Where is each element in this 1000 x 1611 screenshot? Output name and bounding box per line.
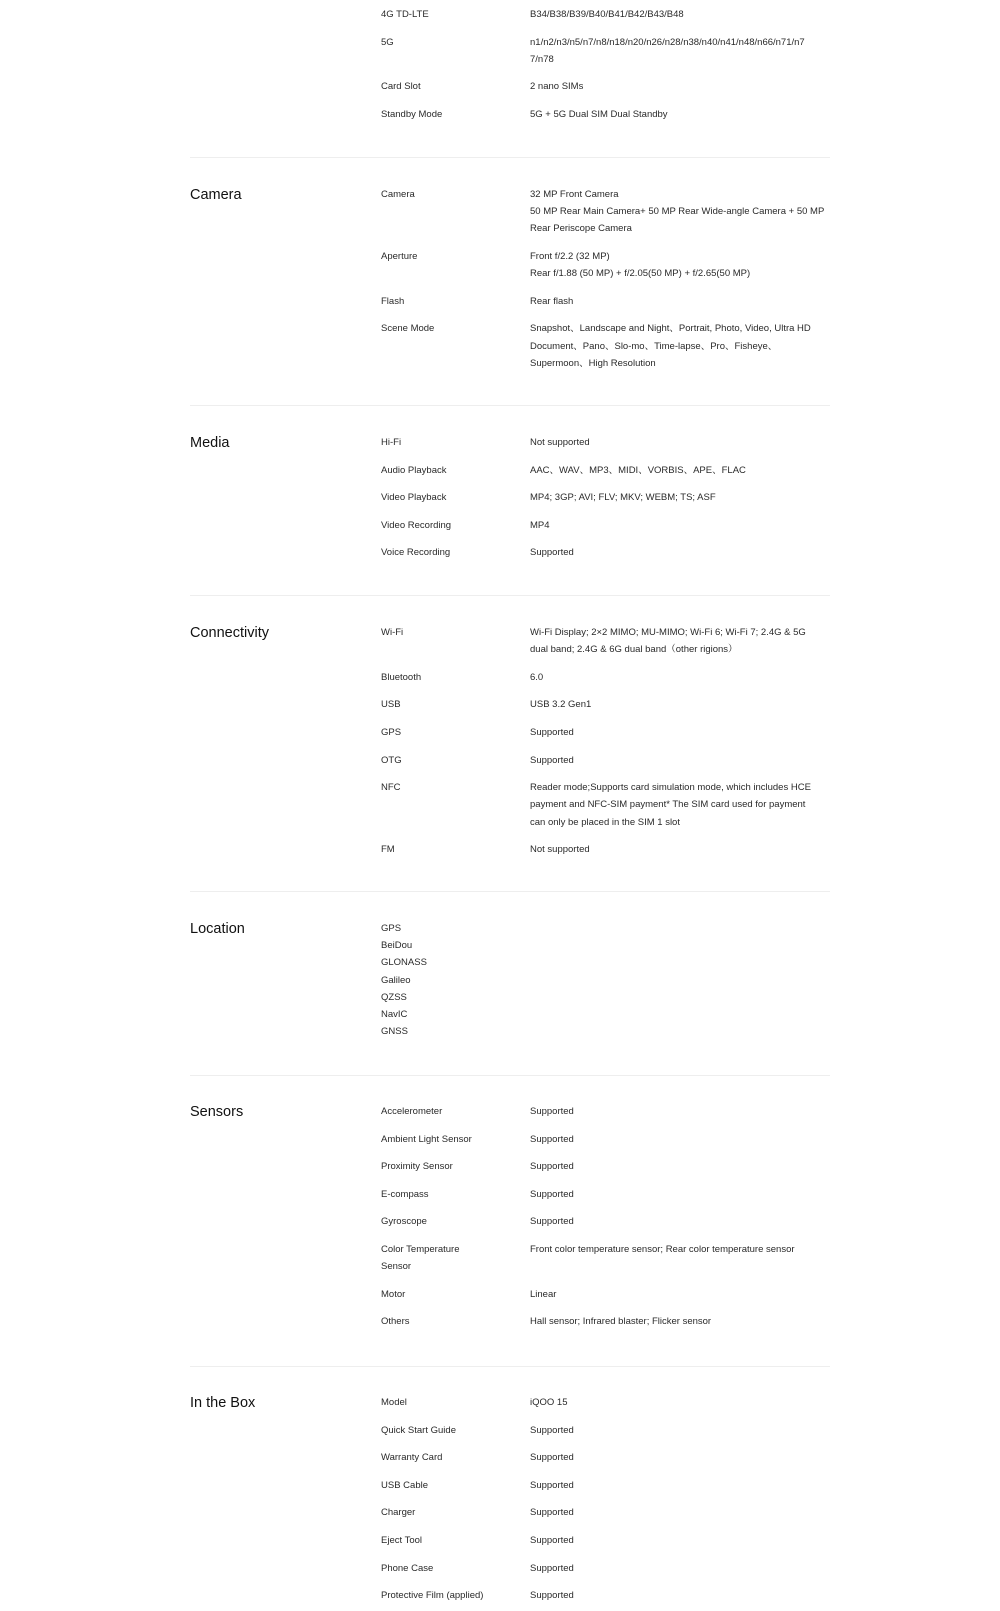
camera-rows: [381, 186, 831, 372]
spec-row: [381, 6, 831, 23]
spec-label: OTG: [381, 754, 402, 766]
spec-row: [381, 517, 831, 534]
spec-label: Eject Tool: [381, 1534, 423, 1546]
list-item: Galileo: [381, 974, 411, 986]
spec-value: 2 nano SIMs: [530, 81, 584, 93]
spec-label: FM: [381, 844, 395, 856]
spec-value: Supported: [530, 1106, 574, 1117]
spec-label: Aperture: [381, 251, 418, 262]
network-rows: [381, 6, 831, 123]
spec-row: [381, 752, 831, 769]
spec-label: Card Slot: [381, 81, 421, 93]
spec-value: Supported: [530, 1424, 574, 1436]
spec-value: Linear: [530, 1288, 557, 1300]
spec-value: Front color temperature sensor; Rear color temperature sensor: [530, 1243, 795, 1255]
section-divider: [190, 1075, 830, 1076]
spec-value: 32 MP Front Camera 50 MP Rear Main Camera+ 50 MP Rear Wide-angle Camera + 50 MP Rear Periscope Camera: [530, 189, 825, 235]
spec-row: [381, 1532, 831, 1549]
spec-value: Wi-Fi Display; 2×2 MIMO; MU-MIMO; Wi-Fi 6; Wi-Fi 7; 2.4G & 5G dual band; 2.4G & 6G dual band（other rigions）: [530, 627, 806, 656]
spec-value: Supported: [530, 1479, 574, 1491]
spec-label: Hi-Fi: [381, 437, 402, 448]
spec-label: USB Cable: [381, 1479, 428, 1491]
spec-value: Supported: [530, 726, 574, 738]
spec-value: Supported: [530, 1216, 574, 1228]
spec-value: n1/n2/n3/n5/n7/n8/n18/n20/n26/n28/n38/n40/n41/n48/n66/n71/n7 7/n78: [530, 36, 805, 65]
section-divider: [190, 1366, 830, 1367]
spec-row: [381, 1241, 831, 1275]
spec-value: 5G + 5G Dual SIM Dual Standby: [530, 108, 668, 120]
spec-value: iQOO 15: [530, 1397, 568, 1408]
spec-value: 6.0: [530, 671, 544, 683]
spec-row: [381, 1587, 831, 1604]
spec-value: Supported: [530, 547, 574, 559]
spec-label: Video Recording: [381, 519, 452, 531]
spec-value: Supported: [530, 1507, 574, 1519]
spec-row: [381, 293, 831, 310]
spec-row: [381, 34, 831, 68]
spec-value: Supported: [530, 754, 574, 766]
spec-value: Front f/2.2 (32 MP) Rear f/1.88 (50 MP) + f/2.05(50 MP) + f/2.65(50 MP): [530, 251, 751, 280]
spec-label: Proximity Sensor: [381, 1161, 453, 1173]
spec-value: USB 3.2 Gen1: [530, 699, 592, 711]
spec-label: Standby Mode: [381, 108, 443, 120]
section-divider: [190, 891, 830, 892]
spec-row: [381, 1286, 831, 1303]
spec-label: Gyroscope: [381, 1216, 427, 1228]
section-divider: [190, 157, 830, 158]
list-item: QZSS: [381, 991, 407, 1003]
spec-value: Snapshot、Landscape and Night、Portrait, Photo, Video, Ultra HD Document、Pano、Slo-mo、Time-lapse、Pro、Fisheye、 Supermoon、High Resolution: [530, 323, 811, 369]
spec-row: [381, 696, 831, 713]
spec-row: [381, 1394, 831, 1411]
spec-row: [381, 779, 831, 831]
spec-row: [381, 1158, 831, 1175]
spec-label: Accelerometer: [381, 1106, 443, 1117]
spec-row: [381, 1422, 831, 1439]
spec-row: [381, 1186, 831, 1203]
spec-label: Color Temperature Sensor: [381, 1243, 460, 1273]
section-title: In the Box: [190, 1395, 256, 1411]
section-title: Camera: [190, 187, 242, 203]
spec-row: [381, 724, 831, 741]
spec-row: [381, 106, 831, 123]
spec-row: [381, 186, 831, 238]
spec-row: [381, 1449, 831, 1466]
spec-value: Supported: [530, 1452, 574, 1464]
spec-value: MP4: [530, 519, 550, 531]
list-item: GNSS: [381, 1026, 408, 1038]
spec-label: Flash: [381, 295, 405, 307]
spec-value: Supported: [530, 1188, 574, 1200]
spec-label: Model: [381, 1397, 407, 1408]
spec-label: GPS: [381, 726, 402, 738]
spec-value: AAC、WAV、MP3、MIDI、VORBIS、APE、FLAC: [530, 464, 746, 476]
spec-label: Audio Playback: [381, 464, 447, 476]
spec-label: Camera: [381, 189, 415, 200]
spec-label: Protective Film (applied): [381, 1590, 484, 1602]
spec-value: Supported: [530, 1534, 574, 1546]
spec-value: Supported: [530, 1161, 574, 1173]
spec-row: [381, 1213, 831, 1230]
spec-value: Reader mode;Supports card simulation mode, which includes HCE payment and NFC-SIM payment* The SIM card used for payment can only be placed in the SIM 1 slot: [530, 782, 811, 828]
spec-value: Supported: [530, 1562, 574, 1574]
spec-value: Supported: [530, 1590, 574, 1602]
spec-label: 4G TD-LTE: [381, 9, 429, 20]
list-item: NavIC: [381, 1009, 408, 1021]
spec-row: [381, 1313, 831, 1330]
spec-label: Ambient Light Sensor: [381, 1133, 472, 1145]
spec-label: E-compass: [381, 1188, 429, 1200]
spec-value: Not supported: [530, 844, 590, 856]
spec-label: Charger: [381, 1507, 416, 1519]
list-item: GLONASS: [381, 957, 427, 969]
connectivity-rows: [381, 624, 831, 858]
list-item: GPS: [381, 923, 402, 934]
spec-value: MP4; 3GP; AVI; FLV; MKV; WEBM; TS; ASF: [530, 492, 716, 504]
spec-row: [381, 462, 831, 479]
spec-label: Quick Start Guide: [381, 1424, 456, 1436]
spec-label: Wi-Fi: [381, 627, 404, 638]
in-the-box-rows: [381, 1394, 831, 1604]
media-rows: [381, 434, 831, 562]
spec-label: Warranty Card: [381, 1452, 443, 1464]
spec-label: Phone Case: [381, 1562, 434, 1574]
spec-row: [381, 624, 831, 658]
section-title: Location: [190, 921, 245, 937]
spec-row: [381, 248, 831, 282]
spec-value: Not supported: [530, 437, 590, 448]
spec-row: [381, 1131, 831, 1148]
spec-row: [381, 544, 831, 561]
spec-label: USB: [381, 699, 401, 711]
section-divider: [190, 405, 830, 406]
spec-row: [381, 489, 831, 506]
location-list: [381, 920, 831, 1040]
spec-row: [381, 78, 831, 95]
section-title: Connectivity: [190, 625, 269, 641]
list-item: BeiDou: [381, 940, 413, 952]
spec-row: [381, 320, 831, 372]
spec-row: [381, 1103, 831, 1120]
spec-value: Hall sensor; Infrared blaster; Flicker sensor: [530, 1316, 712, 1328]
section-divider: [190, 595, 830, 596]
spec-value: B34/B38/B39/B40/B41/B42/B43/B48: [530, 9, 684, 20]
section-title: Media: [190, 435, 230, 451]
section-title: Sensors: [190, 1104, 244, 1120]
spec-value: Supported: [530, 1133, 574, 1145]
spec-row: [381, 1560, 831, 1577]
spec-label: Bluetooth: [381, 671, 422, 683]
spec-label: Scene Mode: [381, 323, 435, 335]
spec-row: [381, 434, 831, 451]
sensors-rows: [381, 1103, 831, 1331]
spec-label: Voice Recording: [381, 547, 451, 559]
spec-value: Rear flash: [530, 295, 574, 307]
spec-label: 5G: [381, 36, 394, 48]
spec-row: [381, 669, 831, 686]
spec-label: Others: [381, 1316, 410, 1328]
spec-label: Video Playback: [381, 492, 447, 504]
spec-row: [381, 1504, 831, 1521]
spec-label: NFC: [381, 782, 401, 794]
spec-row: [381, 841, 831, 858]
spec-row: [381, 1477, 831, 1494]
spec-label: Motor: [381, 1288, 406, 1300]
